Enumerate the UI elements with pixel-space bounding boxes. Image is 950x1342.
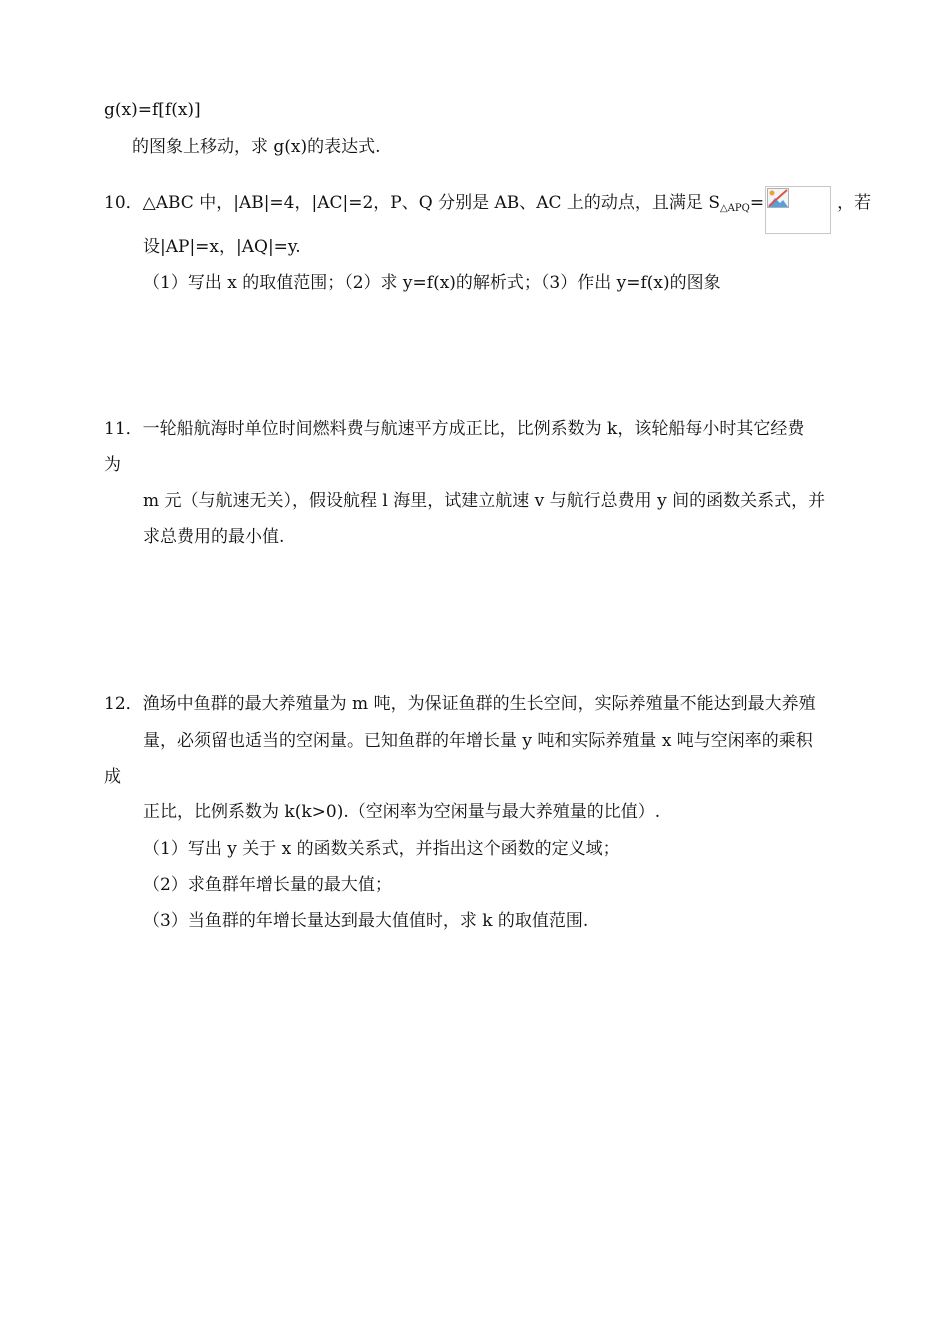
- problem-10-line2: 设|AP|=x，|AQ|=y.: [143, 237, 301, 257]
- problem-12-line3: 正比，比例系数为 k(k>0).（空闲率为空闲量与最大养殖量的比值）.: [143, 802, 661, 822]
- prev-problem-line2: 的图象上移动，求 g(x)的表达式.: [132, 137, 381, 157]
- problem-10-equals: =: [749, 193, 765, 213]
- problem-12-question-1: （1）写出 y 关于 x 的函数关系式，并指出这个函数的定义域；: [143, 839, 620, 859]
- problem-10-text-after: ，若: [837, 193, 872, 213]
- problem-12-question-3: （3）当鱼群的年增长量达到最大值值时，求 k 的取值范围.: [143, 911, 589, 931]
- problem-11-text: 一轮船航海时单位时间燃料费与航速平方成正比，比例系数为 k，该轮船每小时其它经费: [142, 419, 805, 439]
- problem-12-question-2: （2）求鱼群年增长量的最大值；: [143, 875, 392, 895]
- problem-12-line2-wrap: 成: [104, 767, 121, 787]
- problem-11-line1-wrap: 为: [104, 455, 121, 475]
- problem-12-text: 渔场中鱼群的最大养殖量为 m 吨，为保证鱼群的生长空间，实际养殖量不能达到最大养殖: [142, 694, 816, 714]
- problem-12-line2: 量，必须留也适当的空闲量。已知鱼群的年增长量 y 吨和实际养殖量 x 吨与空闲率的乘积: [143, 731, 813, 751]
- problem-11-number: 11．: [104, 419, 143, 439]
- problem-10-subscript: △APQ: [719, 203, 750, 214]
- problem-10-text: △ABC 中，|AB|=4，|AC|=2，P、Q 分别是 AB、AC 上的动点，且满足 S: [142, 193, 720, 213]
- problem-11-line1: [104, 418, 804, 440]
- problem-10-number: 10．: [104, 193, 143, 213]
- problem-10-line3: （1）写出 x 的取值范围；（2）求 y=f(x)的解析式；（3）作出 y=f(x)的图象: [143, 273, 721, 293]
- problem-10-line1: [104, 186, 871, 234]
- problem-12-line1: [104, 693, 816, 715]
- prev-problem-line1: g(x)=f[f(x)]: [104, 100, 201, 120]
- broken-image-icon: [765, 186, 831, 234]
- problem-11-line3: 求总费用的最小值.: [143, 527, 285, 547]
- problem-12-number: 12．: [104, 694, 143, 714]
- problem-11-line2: m 元（与航速无关），假设航程 l 海里，试建立航速 v 与航行总费用 y 间的函数关系式，并: [143, 491, 826, 511]
